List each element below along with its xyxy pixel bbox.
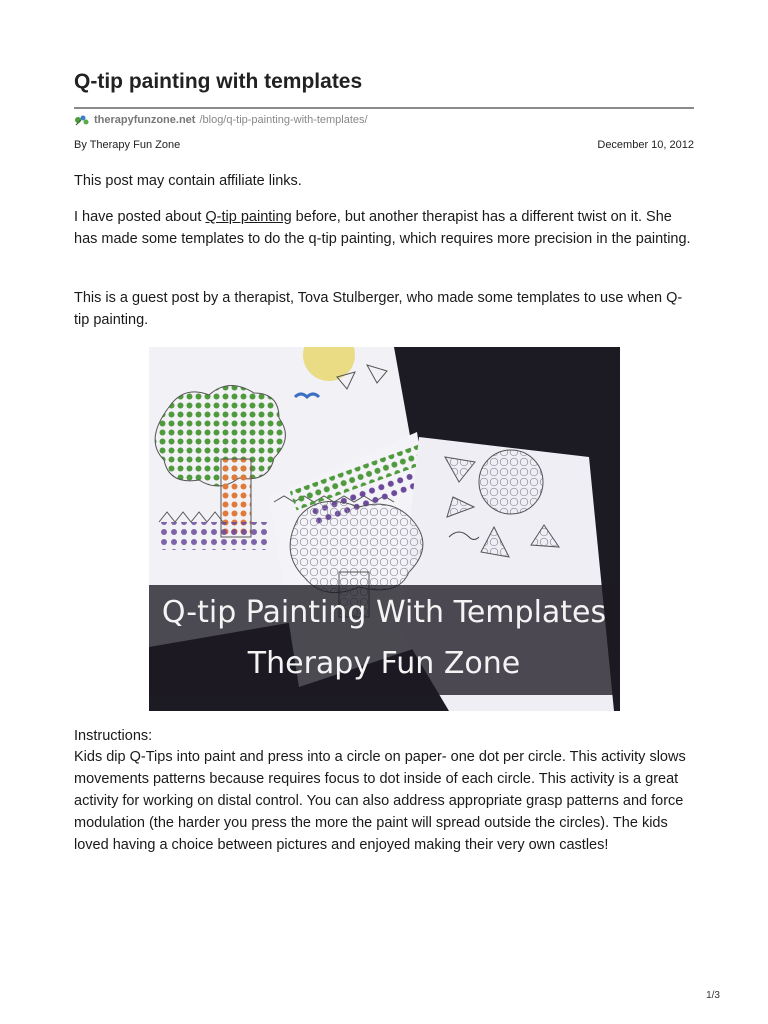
title-divider	[74, 107, 694, 109]
byline	[74, 139, 694, 151]
publish-date: December 10, 2012	[597, 139, 694, 151]
qtip-painting-photo	[149, 347, 620, 711]
page-title: Q-tip painting with templates	[74, 70, 363, 93]
image-caption-line1: Q-tip Painting With Templates	[161, 595, 607, 630]
image-caption-line2: Therapy Fun Zone	[247, 646, 521, 681]
article-image	[149, 347, 620, 711]
author: By Therapy Fun Zone	[74, 139, 181, 151]
guest-note: This is a guest post by a therapist, Tova Stulberger, who made some templates to use when Q-tip painting.	[74, 290, 683, 328]
source-path: /blog/q-tip-painting-with-templates/	[199, 114, 368, 126]
instructions-text: Kids dip Q-Tips into paint and press into a circle on paper- one dot per circle. This activity slows movements patterns because requires focus to dot inside of each circle. This activity is a great activity for working on distal control. You can also address appropriate grasp patterns and force modulation (the harder you press the more the paint will spread outside the circles). The kids loved having a choice between pictures and enjoyed making their very own castles!	[74, 749, 686, 853]
source-url[interactable]	[74, 114, 368, 126]
qtip-painting-link[interactable]: Q-tip painting	[205, 209, 292, 225]
site-favicon-icon	[74, 114, 90, 126]
page-indicator: 1/3	[706, 990, 720, 1001]
intro-paragraph	[74, 206, 694, 250]
intro-before-link: I have posted about	[74, 209, 206, 225]
intro-after-link: before, but another therapist has a different twist on it. She has made some templates to do the q-tip painting, which requires more precision in the painting.	[74, 209, 691, 247]
affiliate-note: This post may contain affiliate links.	[74, 173, 302, 189]
source-domain: therapyfunzone.net	[94, 114, 196, 126]
instructions-label: Instructions:	[74, 728, 153, 744]
